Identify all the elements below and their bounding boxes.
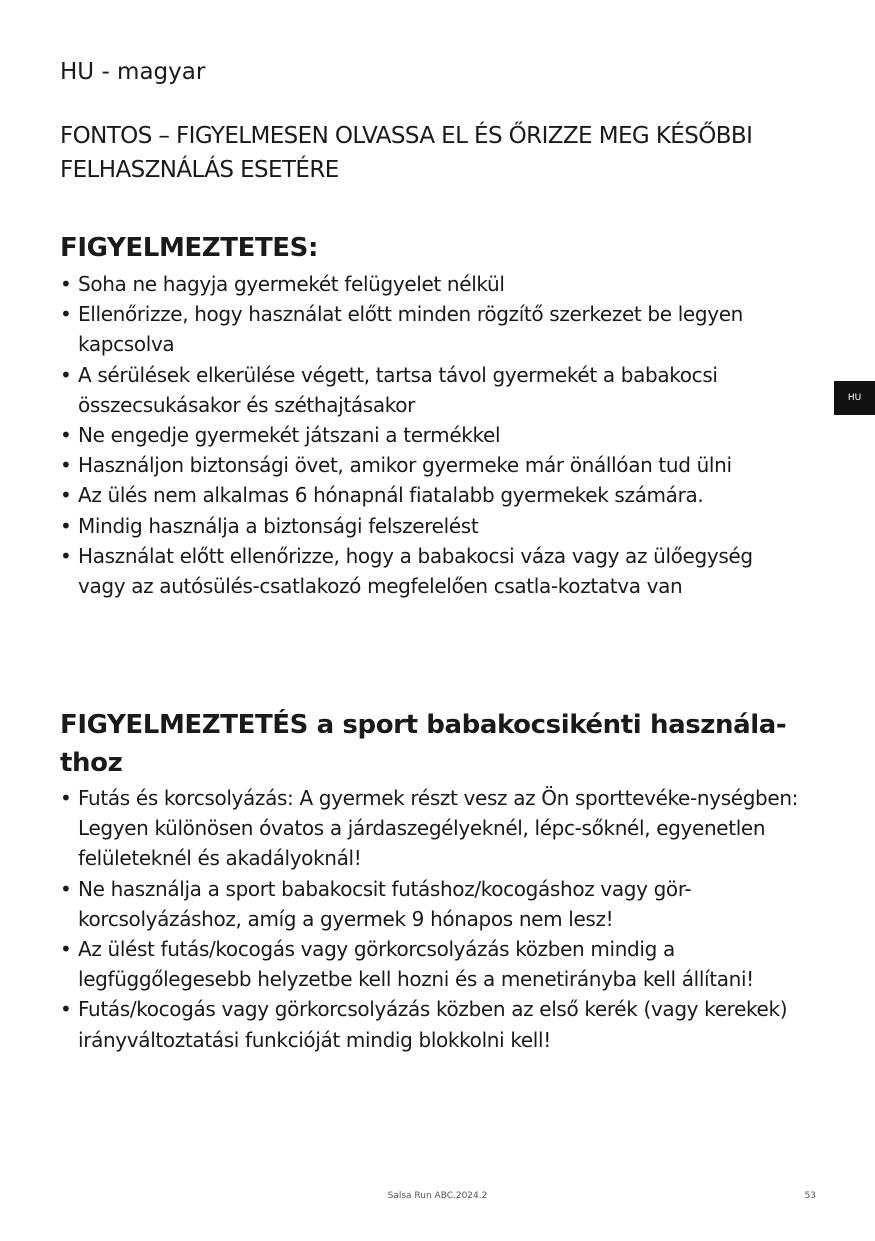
important-notice: FONTOS – FIGYELMESEN OLVASSA EL ÉS ŐRIZZE MEG KÉSŐBBI FELHASZNÁLÁS ESETÉRE (60, 123, 753, 183)
language-tab: HU (834, 381, 875, 415)
sport-warning-heading: FIGYELMEZTETÉS a sport babakocsikénti használa-thoz (60, 710, 787, 778)
list-item: • Ne engedje gyermekét játszani a termékkel (60, 420, 800, 450)
list-item: • Ellenőrizze, hogy használat előtt minden rögzítő szerkezet be legyen kapcsolva (60, 299, 800, 359)
list-item: • Soha ne hagyja gyermekét felügyelet nélkül (60, 269, 800, 299)
list-item: • Mindig használja a biztonsági felszerelést (60, 511, 800, 541)
language-header: HU - magyar (60, 59, 206, 85)
list-item: • Futás és korcsolyázás: A gyermek részt vesz az Ön sporttevéke-nységben: Legyen különösen óvatos a járdaszegélyeknél, lépc-sőknél, egyenetlen felületeknél és akadályoknál! (60, 783, 800, 874)
warning-heading: FIGYELMEZTETES: (60, 233, 318, 263)
sport-warning-list (60, 783, 800, 1055)
list-item: • Ne használja a sport babakocsit futáshoz/kocogáshoz vagy gör-korcsolyázáshoz, amíg a gyermek 9 hónapos nem lesz! (60, 874, 800, 934)
list-item: • Futás/kocogás vagy görkorcsolyázás közben az első kerék (vagy kerekek) irányváltoztatási funkcióját mindig blokkolni kell! (60, 994, 800, 1054)
page-number: 53 (804, 1191, 816, 1201)
list-item: • Az ülés nem alkalmas 6 hónapnál fiatalabb gyermekek számára. (60, 480, 800, 510)
list-item: • Használjon biztonsági övet, amikor gyermeke már önállóan tud ülni (60, 450, 800, 480)
warning-list (60, 269, 800, 601)
list-item: • Az ülést futás/kocogás vagy görkorcsolyázás közben mindig a legfüggőlegesebb helyzetbe kell hozni és a menetirányba kell állítani! (60, 934, 800, 994)
footer-document-name: Salsa Run ABC.2024.2 (387, 1191, 488, 1201)
list-item: • A sérülések elkerülése végett, tartsa távol gyermekét a babakocsi összecsukásakor és széthajtásakor (60, 360, 800, 420)
list-item: • Használat előtt ellenőrizze, hogy a babakocsi váza vagy az ülőegység vagy az autósülés-csatlakozó megfelelően csatla-koztatva van (60, 541, 800, 601)
